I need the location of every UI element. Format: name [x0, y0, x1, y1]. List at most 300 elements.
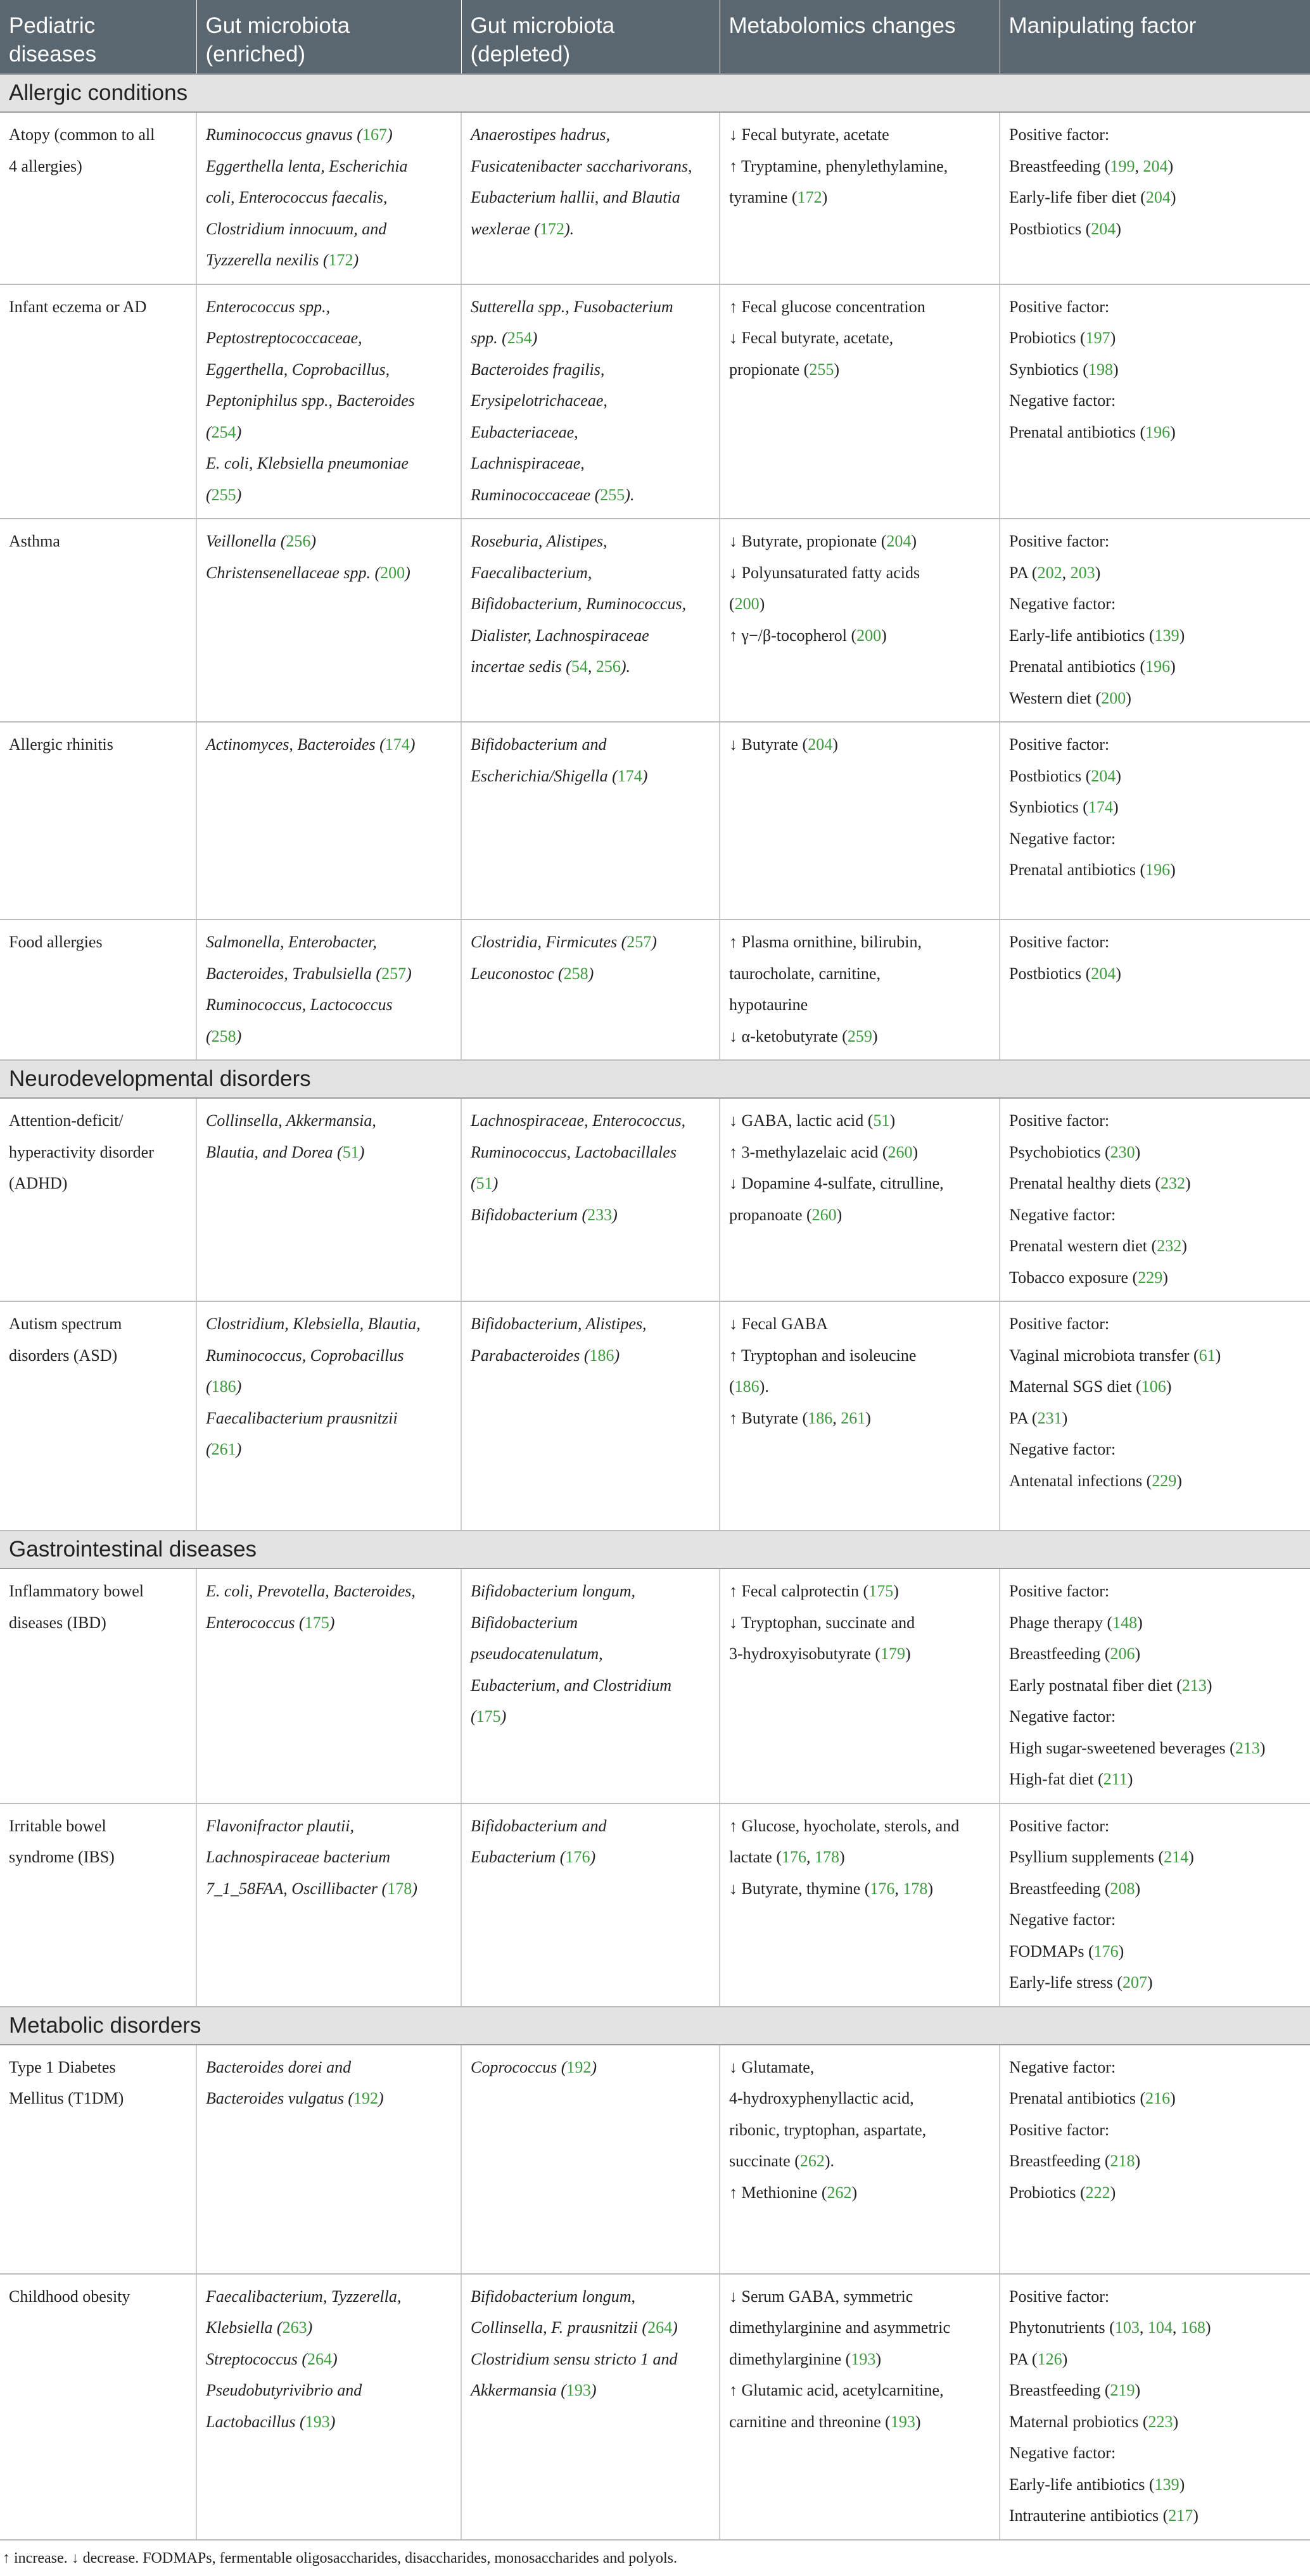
reference-link[interactable]: 218 — [1110, 2152, 1135, 2170]
reference-link[interactable]: 175 — [304, 1613, 329, 1632]
cell-text: Intrauterine antibiotics ( — [1009, 2506, 1169, 2525]
reference-link[interactable]: 176 — [870, 1879, 895, 1898]
metabolomics-cell — [720, 919, 1000, 1060]
reference-link[interactable]: 193 — [890, 2412, 915, 2431]
cell-text: Eggerthella, Coprobacillus, — [206, 360, 390, 379]
reference-link[interactable]: 51 — [873, 1111, 890, 1130]
reference-link[interactable]: 198 — [1088, 360, 1113, 379]
cell-line — [471, 448, 710, 479]
cell-line — [1009, 729, 1301, 761]
cell-text: ) — [590, 1848, 596, 1866]
reference-link[interactable]: 217 — [1168, 2506, 1193, 2525]
cell-text: ) — [1170, 2089, 1176, 2107]
cell-text: ↓ α-ketobutyrate ( — [729, 1026, 848, 1045]
cell-line — [471, 557, 710, 589]
cell-text: Breastfeeding ( — [1009, 156, 1110, 175]
cell-text: , — [1139, 2318, 1148, 2337]
reference-link[interactable]: 103 — [1114, 2318, 1140, 2337]
reference-link[interactable]: 229 — [1152, 1471, 1177, 1490]
reference-link[interactable]: 206 — [1110, 1645, 1135, 1663]
cell-line — [729, 182, 990, 213]
metabolomics-cell — [720, 112, 1000, 284]
reference-link[interactable]: 178 — [387, 1879, 412, 1898]
cell-line: disorders (ASD) — [9, 1346, 118, 1365]
cell-line — [471, 1841, 710, 1873]
reference-link[interactable]: 262 — [799, 2152, 825, 2170]
metabolomics-cell — [720, 1803, 1000, 2007]
cell-line — [206, 1308, 452, 1340]
reference-link[interactable]: 260 — [887, 1142, 913, 1161]
reference-link[interactable]: 174 — [385, 735, 410, 754]
reference-link[interactable]: 176 — [1093, 1941, 1119, 1960]
reference-link[interactable]: 204 — [808, 735, 833, 754]
reference-link[interactable]: 233 — [587, 1205, 613, 1224]
section-title: Neurodevelopmental disorders — [0, 1060, 1310, 1098]
cell-line — [1009, 1936, 1301, 1967]
reference-link[interactable]: 200 — [1101, 688, 1126, 707]
cell-text: Peptoniphilus spp., Bacteroides — [206, 391, 415, 410]
cell-text: 7_1_58FAA, Oscillibacter ( — [206, 1879, 388, 1898]
factor-cell — [1000, 722, 1310, 919]
reference-link[interactable]: 106 — [1141, 1377, 1166, 1396]
reference-link[interactable]: 126 — [1037, 2349, 1062, 2368]
reference-link[interactable]: 148 — [1112, 1613, 1138, 1632]
cell-line — [1009, 1262, 1301, 1294]
disease-cell — [0, 1301, 196, 1531]
cell-text: ) — [329, 2412, 336, 2431]
reference-link[interactable]: 223 — [1148, 2412, 1173, 2431]
header-manipulating-factor: Manipulating factor — [1000, 0, 1310, 74]
cell-line — [1009, 1575, 1301, 1607]
reference-link[interactable]: 186 — [734, 1377, 760, 1396]
reference-link[interactable]: 204 — [1143, 156, 1168, 175]
cell-text: ) — [1135, 2152, 1141, 2170]
cell-line — [729, 1607, 990, 1639]
cell-line — [729, 2312, 990, 2344]
cell-line — [1009, 1810, 1301, 1842]
cell-text: ↓ Butyrate ( — [729, 735, 808, 754]
reference-link[interactable]: 139 — [1154, 2475, 1180, 2494]
cell-text: Fusicatenibacter saccharivorans, — [471, 156, 692, 175]
cell-line — [1009, 1403, 1301, 1434]
cell-line — [471, 479, 710, 511]
cell-text: Faecalibacterium, Tyzzerella, — [206, 2287, 402, 2306]
cell-text: ) — [1259, 1738, 1266, 1757]
cell-line — [1009, 1607, 1301, 1639]
cell-text: ) — [1116, 964, 1121, 983]
cell-line — [206, 1873, 452, 1905]
reference-link[interactable]: 51 — [342, 1142, 359, 1161]
reference-link[interactable]: 222 — [1085, 2183, 1110, 2202]
reference-link[interactable]: 232 — [1157, 1237, 1182, 1255]
reference-link[interactable]: 256 — [595, 657, 621, 676]
cell-text: ( — [729, 1377, 735, 1396]
reference-link[interactable]: 204 — [1091, 766, 1116, 785]
cell-text: Bifidobacterium — [471, 1613, 578, 1632]
cell-text: ) — [915, 2412, 921, 2431]
cell-line — [206, 291, 452, 323]
cell-line — [729, 1199, 990, 1231]
reference-link[interactable]: 256 — [286, 532, 311, 550]
reference-link[interactable]: 167 — [362, 125, 387, 144]
reference-link[interactable]: 208 — [1110, 1879, 1135, 1898]
cell-line — [206, 119, 452, 151]
cell-line — [471, 1105, 710, 1137]
cell-text: ) — [1170, 188, 1176, 206]
cell-text: Early-life stress ( — [1009, 1973, 1123, 1992]
reference-link[interactable]: 172 — [540, 219, 565, 238]
reference-link[interactable]: 200 — [856, 626, 882, 645]
cell-line — [206, 2281, 452, 2313]
cell-text: Faecalibacterium prausnitzii — [206, 1408, 398, 1427]
header-gut-microbiota-enriched: Gut microbiota (enriched) — [196, 0, 461, 74]
cell-line — [1009, 557, 1301, 589]
reference-link[interactable]: 51 — [476, 1174, 493, 1192]
disease-cell — [0, 1098, 196, 1301]
cell-text: ) — [405, 563, 410, 582]
cell-line — [729, 119, 990, 151]
cell-line — [729, 1168, 990, 1199]
reference-link[interactable]: 214 — [1164, 1848, 1189, 1866]
cell-text: ) — [1118, 1941, 1124, 1960]
reference-link[interactable]: 207 — [1122, 1973, 1148, 1992]
cell-text: ) — [378, 2089, 384, 2107]
reference-link[interactable]: 258 — [563, 964, 588, 983]
cell-text: Bacteroides fragilis, — [471, 360, 605, 379]
cell-text: ) — [307, 2318, 313, 2337]
cell-text: pseudocatenulatum, — [471, 1645, 603, 1663]
section-title: Gastrointestinal diseases — [0, 1531, 1310, 1569]
cell-text: , — [1172, 2318, 1181, 2337]
cell-text: 4-hydroxyphenyllactic acid, — [729, 2089, 914, 2107]
enriched-cell — [196, 112, 461, 284]
cell-text: Bifidobacterium ( — [471, 1205, 588, 1224]
cell-line — [1009, 2469, 1301, 2501]
cell-line — [1009, 2375, 1301, 2406]
cell-text: ) — [1147, 1973, 1153, 1992]
cell-line — [1009, 322, 1301, 354]
cell-text: Ruminococcus, Coprobacillus — [206, 1346, 404, 1365]
factor-cell — [1000, 2274, 1310, 2540]
cell-line — [206, 2406, 452, 2438]
cell-line — [206, 1575, 452, 1607]
cell-text: taurocholate, carnitine, — [729, 964, 881, 983]
cell-line — [206, 1434, 452, 1465]
reference-link[interactable]: 172 — [797, 188, 822, 206]
reference-link[interactable]: 139 — [1154, 626, 1180, 645]
reference-link[interactable]: 186 — [211, 1377, 236, 1396]
table-row — [0, 919, 1310, 1060]
cell-line — [1009, 119, 1301, 151]
cell-line — [729, 2052, 990, 2083]
table-footnote: ↑ increase. ↓ decrease. FODMAPs, fermentable oligosaccharides, disaccharides, monosaccharides and polyols. — [3, 2549, 677, 2567]
cell-text: Anaerostipes hadrus, — [471, 125, 611, 144]
cell-text: ↓ Fecal butyrate, acetate — [729, 125, 889, 144]
reference-link[interactable]: 263 — [282, 2318, 307, 2337]
cell-text: Prenatal antibiotics ( — [1009, 2089, 1146, 2107]
cell-line — [471, 2344, 710, 2375]
cell-text: ). — [824, 2152, 835, 2170]
cell-text: propanoate ( — [729, 1205, 812, 1224]
cell-line — [471, 1575, 710, 1607]
cell-text: , — [832, 1408, 841, 1427]
cell-line — [1009, 1764, 1301, 1795]
reference-link[interactable]: 61 — [1199, 1346, 1216, 1365]
reference-link[interactable]: 211 — [1103, 1770, 1128, 1788]
cell-line — [729, 1841, 990, 1873]
disease-cell — [0, 2274, 196, 2540]
reference-link[interactable]: 196 — [1145, 657, 1171, 676]
cell-line — [206, 213, 452, 245]
reference-link[interactable]: 192 — [353, 2089, 378, 2107]
reference-link[interactable]: 255 — [600, 485, 625, 504]
cell-text: Bacteroides, Trabulsiella ( — [206, 964, 382, 983]
reference-link[interactable]: 54 — [571, 657, 588, 676]
cell-line — [1009, 2406, 1301, 2438]
depleted-cell — [461, 1098, 720, 1301]
cell-text: ) — [236, 1026, 242, 1045]
cell-line — [1009, 1638, 1301, 1670]
cell-text: ) — [822, 188, 828, 206]
cell-line — [206, 1403, 452, 1434]
cell-text: ) — [893, 1582, 899, 1600]
reference-link[interactable]: 174 — [1088, 798, 1113, 816]
cell-text: Ruminococcus, Lactobacillales — [471, 1142, 677, 1161]
cell-text: Lachnispiraceae, — [471, 454, 585, 472]
reference-link[interactable]: 193 — [566, 2381, 591, 2399]
reference-link[interactable]: 172 — [328, 251, 353, 269]
cell-line — [206, 1137, 452, 1168]
reference-link[interactable]: 168 — [1180, 2318, 1205, 2337]
reference-link[interactable]: 255 — [809, 360, 834, 379]
reference-link[interactable]: 196 — [1145, 861, 1171, 879]
cell-line — [729, 1873, 990, 1905]
reference-link[interactable]: 254 — [507, 329, 532, 347]
cell-text: spp. ( — [471, 329, 507, 347]
cell-line — [1009, 588, 1301, 620]
cell-line — [206, 1841, 452, 1873]
cell-text: Dialister, Lachnospiraceae — [471, 626, 649, 645]
cell-line — [1009, 1967, 1301, 1998]
reference-link[interactable]: 204 — [1091, 964, 1116, 983]
reference-link[interactable]: 213 — [1235, 1738, 1260, 1757]
cell-text: Peptostreptococcaceae, — [206, 329, 362, 347]
cell-line: Asthma — [9, 532, 60, 550]
reference-link[interactable]: 216 — [1145, 2089, 1171, 2107]
enriched-cell — [196, 919, 461, 1060]
cell-text: Negative factor: — [1009, 1707, 1116, 1726]
reference-link[interactable]: 175 — [868, 1582, 894, 1600]
cell-text: ) — [1135, 1142, 1141, 1161]
reference-link[interactable]: 104 — [1147, 2318, 1173, 2337]
reference-link[interactable]: 193 — [851, 2349, 876, 2368]
enriched-cell — [196, 284, 461, 519]
cell-text: ) — [531, 329, 538, 347]
cell-line — [471, 1199, 710, 1231]
cell-line — [471, 1308, 710, 1340]
cell-text: Enterococcus ( — [206, 1613, 305, 1632]
reference-link[interactable]: 197 — [1085, 329, 1110, 347]
reference-link[interactable]: 255 — [211, 485, 236, 504]
cell-text: Vaginal microbiota transfer ( — [1009, 1346, 1199, 1365]
cell-text: ↓ Polyunsaturated fatty acids — [729, 563, 920, 582]
reference-link[interactable]: 231 — [1037, 1408, 1062, 1427]
cell-text: propionate ( — [729, 360, 810, 379]
cell-line — [1009, 182, 1301, 213]
cell-line — [1009, 1841, 1301, 1873]
cell-line — [471, 761, 710, 792]
cell-text: Positive factor: — [1009, 1816, 1110, 1835]
cell-line — [471, 182, 710, 213]
reference-link[interactable]: 176 — [782, 1848, 806, 1866]
reference-link[interactable]: 200 — [734, 595, 760, 613]
reference-link[interactable]: 186 — [589, 1346, 614, 1365]
cell-line — [471, 2052, 710, 2083]
cell-text: Actinomyces, Bacteroides ( — [206, 735, 385, 754]
depleted-cell — [461, 1301, 720, 1531]
reference-link[interactable]: 264 — [307, 2349, 333, 2368]
cell-text: ) — [1173, 2412, 1179, 2431]
cell-line — [729, 729, 990, 761]
reference-link[interactable]: 259 — [847, 1026, 872, 1045]
cell-line — [206, 958, 452, 990]
cell-line — [729, 1105, 990, 1137]
depleted-cell — [461, 2045, 720, 2274]
reference-link[interactable]: 186 — [808, 1408, 833, 1427]
reference-link[interactable]: 257 — [626, 933, 652, 951]
reference-link[interactable]: 261 — [841, 1408, 866, 1427]
reference-link[interactable]: 204 — [1145, 188, 1171, 206]
cell-text: FODMAPs ( — [1009, 1941, 1094, 1960]
cell-line: Food allergies — [9, 933, 103, 951]
cell-text: ) — [236, 1440, 242, 1458]
cell-text: ) — [759, 595, 765, 613]
cell-text: ( — [206, 485, 212, 504]
factor-cell — [1000, 919, 1310, 1060]
cell-line: Irritable bowel — [9, 1816, 106, 1835]
cell-line — [729, 2406, 990, 2438]
cell-text: Roseburia, Alistipes, — [471, 532, 607, 550]
cell-text: ↑ Fecal calprotectin ( — [729, 1582, 869, 1600]
cell-line — [1009, 2312, 1301, 2344]
cell-line — [206, 417, 452, 448]
reference-link[interactable]: 257 — [381, 964, 407, 983]
cell-text: dimethylarginine ( — [729, 2349, 851, 2368]
cell-text: ) — [872, 1026, 878, 1045]
cell-text: ) — [588, 964, 594, 983]
cell-text: ) — [1205, 2318, 1211, 2337]
cell-line: Atopy (common to all — [9, 125, 155, 144]
cell-text: Clostridium, Klebsiella, Blautia, — [206, 1315, 421, 1333]
cell-text: ↓ Butyrate, propionate ( — [729, 532, 887, 550]
disease-cell — [0, 112, 196, 284]
reference-link[interactable]: 232 — [1160, 1174, 1185, 1192]
cell-line: Allergic rhinitis — [9, 735, 113, 754]
cell-text: Christensenellaceae spp. ( — [206, 563, 381, 582]
reference-link[interactable]: 174 — [617, 766, 642, 785]
reference-link[interactable]: 254 — [211, 422, 236, 441]
cell-line — [471, 119, 710, 151]
enriched-cell — [196, 722, 461, 919]
cell-text: ) — [875, 2349, 881, 2368]
cell-line: Childhood obesity — [9, 2287, 130, 2306]
reference-link[interactable]: 175 — [476, 1707, 501, 1726]
cell-text: Positive factor: — [1009, 1111, 1110, 1130]
factor-cell — [1000, 1098, 1310, 1301]
reference-link[interactable]: 213 — [1181, 1676, 1207, 1695]
metabolomics-cell — [720, 1301, 1000, 1531]
reference-link[interactable]: 203 — [1070, 563, 1095, 582]
reference-link[interactable]: 176 — [565, 1848, 590, 1866]
reference-link[interactable]: 261 — [211, 1440, 236, 1458]
reference-link[interactable]: 178 — [815, 1848, 839, 1866]
reference-link[interactable]: 192 — [566, 2057, 592, 2076]
cell-line — [471, 2281, 710, 2313]
cell-line — [471, 620, 710, 652]
cell-text: ↓ Tryptophan, succinate and — [729, 1613, 915, 1632]
reference-link[interactable]: 230 — [1110, 1142, 1135, 1161]
cell-line — [206, 1105, 452, 1137]
reference-link[interactable]: 260 — [811, 1205, 837, 1224]
reference-link[interactable]: 179 — [881, 1645, 906, 1663]
cell-line — [729, 620, 990, 652]
cell-text: ) — [406, 964, 412, 983]
cell-text: ) — [1112, 798, 1119, 816]
cell-text: ↓ Butyrate, thymine ( — [729, 1879, 870, 1898]
reference-link[interactable]: 178 — [903, 1879, 928, 1898]
reference-link[interactable]: 202 — [1037, 563, 1062, 582]
cell-line — [1009, 854, 1301, 886]
cell-text: Negative factor: — [1009, 829, 1116, 848]
cell-line — [206, 2312, 452, 2344]
reference-link[interactable]: 199 — [1110, 156, 1135, 175]
cell-text: ) — [612, 1205, 618, 1224]
reference-link[interactable]: 264 — [647, 2318, 673, 2337]
cell-text: Tobacco exposure ( — [1009, 1268, 1138, 1287]
cell-line — [729, 151, 990, 182]
reference-link[interactable]: 193 — [305, 2412, 330, 2431]
cell-text: ↑ Glucose, hyocholate, sterols, and — [729, 1816, 960, 1835]
reference-link[interactable]: 196 — [1145, 422, 1171, 441]
reference-link[interactable]: 258 — [211, 1026, 236, 1045]
reference-link[interactable]: 200 — [380, 563, 405, 582]
cell-text: ) — [1179, 626, 1185, 645]
cell-text: Leuconostoc ( — [471, 964, 564, 983]
section-row — [0, 74, 1310, 112]
reference-link[interactable]: 204 — [886, 532, 912, 550]
cell-text: ) — [672, 2318, 678, 2337]
reference-link[interactable]: 229 — [1138, 1268, 1163, 1287]
enriched-cell — [196, 1098, 461, 1301]
cell-text: Postbiotics ( — [1009, 766, 1091, 785]
depleted-cell — [461, 112, 720, 284]
reference-link[interactable]: 219 — [1110, 2381, 1135, 2399]
cell-text: Escherichia/Shigella ( — [471, 766, 618, 785]
reference-link[interactable]: 262 — [827, 2183, 852, 2202]
cell-text: ) — [1167, 156, 1174, 175]
reference-link[interactable]: 204 — [1091, 219, 1116, 238]
cell-text: Bifidobacterium and — [471, 1816, 607, 1835]
cell-line — [471, 588, 710, 620]
disease-cell — [0, 919, 196, 1060]
cell-line — [729, 1638, 990, 1670]
cell-text: ↑ Butyrate ( — [729, 1408, 808, 1427]
cell-text: ( — [729, 595, 735, 613]
enriched-cell — [196, 2274, 461, 2540]
cell-line — [1009, 354, 1301, 386]
cell-line — [1009, 651, 1301, 683]
depleted-cell — [461, 722, 720, 919]
